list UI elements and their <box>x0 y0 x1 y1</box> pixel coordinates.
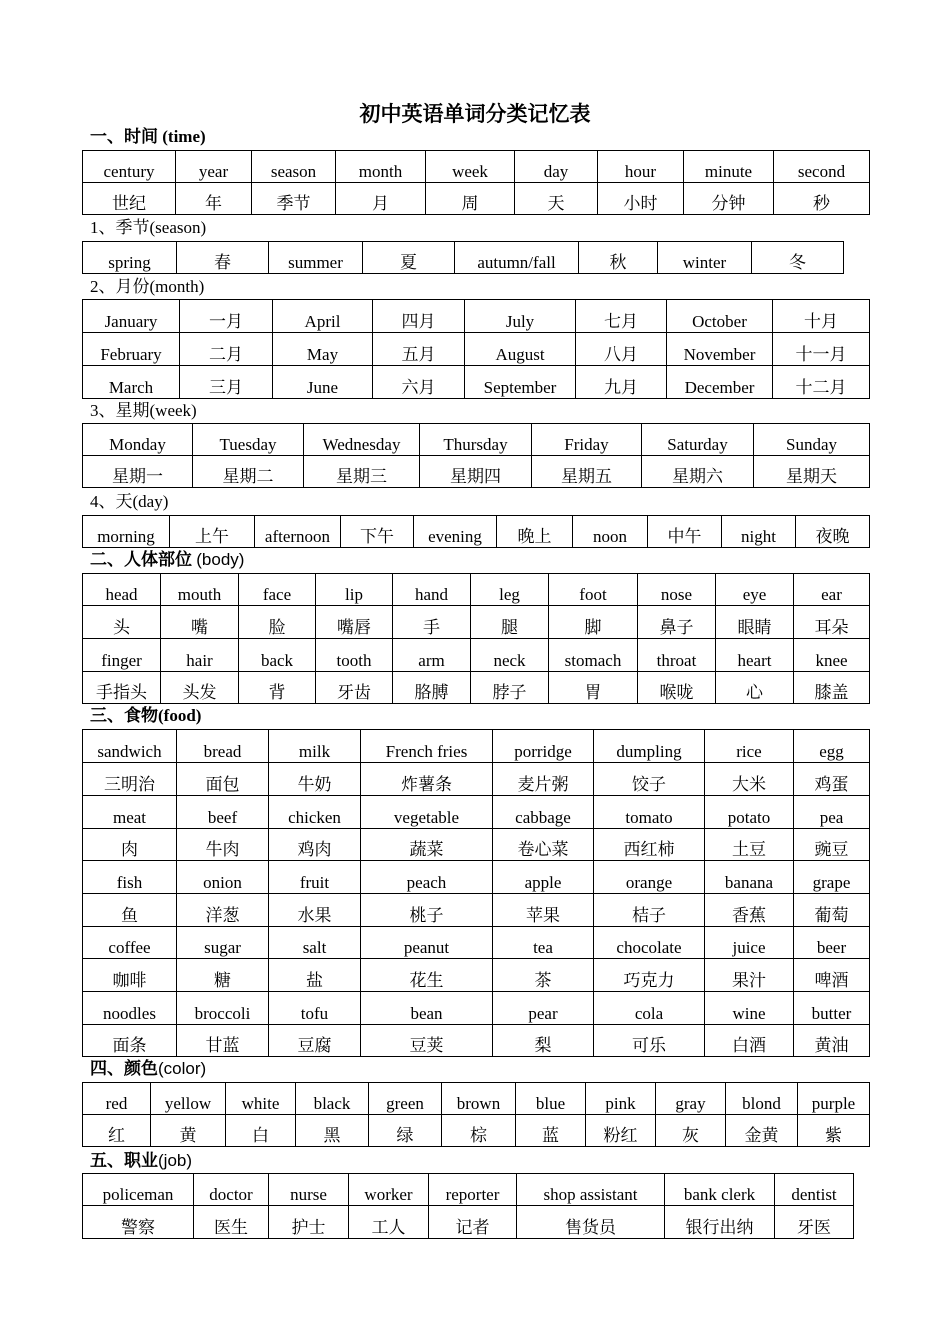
word-cell: 白酒 <box>705 1025 794 1057</box>
table-row <box>83 456 870 488</box>
word-cell: week <box>426 151 515 183</box>
word-cell: year <box>176 151 252 183</box>
word-cell: February <box>83 333 180 366</box>
word-cell: 脖子 <box>471 672 549 704</box>
word-cell: 绿 <box>369 1115 442 1147</box>
word-cell: blue <box>516 1083 586 1115</box>
word-cell: neck <box>471 639 549 672</box>
word-cell: sugar <box>177 927 269 959</box>
word-cell: 月 <box>336 183 426 215</box>
word-cell: milk <box>269 730 361 763</box>
table-row <box>83 424 870 456</box>
word-cell: meat <box>83 796 177 829</box>
table-time <box>82 150 870 215</box>
word-cell: hour <box>598 151 684 183</box>
word-cell: bean <box>361 992 493 1025</box>
word-cell: 十二月 <box>773 366 870 399</box>
table-month <box>82 299 870 399</box>
word-cell: 金黄 <box>726 1115 798 1147</box>
table-row <box>83 574 870 606</box>
word-cell: tomato <box>594 796 705 829</box>
word-cell: 腿 <box>471 606 549 639</box>
word-cell: 土豆 <box>705 829 794 861</box>
word-cell: 饺子 <box>594 763 705 796</box>
table-row <box>83 763 870 796</box>
table-row <box>83 151 870 183</box>
word-cell: April <box>273 300 373 333</box>
word-cell: 黑 <box>296 1115 369 1147</box>
table-row <box>83 606 870 639</box>
word-cell: Thursday <box>420 424 532 456</box>
word-cell: January <box>83 300 180 333</box>
word-cell: 星期五 <box>532 456 642 488</box>
word-cell: 梨 <box>493 1025 594 1057</box>
word-cell: French fries <box>361 730 493 763</box>
word-cell: 花生 <box>361 959 493 992</box>
table-row <box>83 829 870 861</box>
word-cell: 售货员 <box>517 1206 665 1239</box>
word-cell: 嘴 <box>161 606 239 639</box>
word-cell: blond <box>726 1083 798 1115</box>
word-cell: 背 <box>239 672 316 704</box>
word-cell: brown <box>442 1083 516 1115</box>
word-cell: white <box>226 1083 296 1115</box>
word-cell: 三月 <box>180 366 273 399</box>
word-cell: month <box>336 151 426 183</box>
word-cell: 麦片粥 <box>493 763 594 796</box>
word-cell: sandwich <box>83 730 177 763</box>
table-row <box>83 730 870 763</box>
word-cell: 咖啡 <box>83 959 177 992</box>
word-cell: 白 <box>226 1115 296 1147</box>
word-cell: dentist <box>775 1174 854 1206</box>
word-cell: 警察 <box>83 1206 194 1239</box>
word-cell: 豌豆 <box>794 829 870 861</box>
word-cell: 小时 <box>598 183 684 215</box>
section-label-month: 2、月份(month) <box>90 277 205 296</box>
table-row <box>83 672 870 704</box>
word-cell: 黄 <box>151 1115 226 1147</box>
word-cell: 豆腐 <box>269 1025 361 1057</box>
word-cell: 西红柿 <box>594 829 705 861</box>
word-cell: 中午 <box>648 516 722 548</box>
word-cell: throat <box>638 639 716 672</box>
word-cell: 脸 <box>239 606 316 639</box>
word-cell: nurse <box>269 1174 349 1206</box>
table-row <box>83 183 870 215</box>
word-cell: day <box>515 151 598 183</box>
word-cell: grape <box>794 861 870 894</box>
word-cell: onion <box>177 861 269 894</box>
word-cell: 夏 <box>363 242 455 274</box>
word-cell: pea <box>794 796 870 829</box>
word-cell: 工人 <box>349 1206 429 1239</box>
word-cell: 天 <box>515 183 598 215</box>
section-label-day: 4、天(day) <box>90 492 169 511</box>
word-cell: afternoon <box>255 516 341 548</box>
word-cell: 鼻子 <box>638 606 716 639</box>
word-cell: 牛肉 <box>177 829 269 861</box>
word-cell: 九月 <box>576 366 667 399</box>
word-cell: 灰 <box>656 1115 726 1147</box>
table-food <box>82 729 870 1057</box>
section-label-color <box>90 1059 206 1079</box>
word-cell: beer <box>794 927 870 959</box>
word-cell: chocolate <box>594 927 705 959</box>
word-cell: 糖 <box>177 959 269 992</box>
word-cell: 星期二 <box>193 456 304 488</box>
table-row <box>83 1206 854 1239</box>
word-cell: 葡萄 <box>794 894 870 927</box>
word-cell: 一月 <box>180 300 273 333</box>
word-cell: 面包 <box>177 763 269 796</box>
word-cell: 周 <box>426 183 515 215</box>
word-cell: 可乐 <box>594 1025 705 1057</box>
word-cell: broccoli <box>177 992 269 1025</box>
word-cell: banana <box>705 861 794 894</box>
word-cell: knee <box>794 639 870 672</box>
table-row <box>83 516 870 548</box>
table-row <box>83 1025 870 1057</box>
word-cell: March <box>83 366 180 399</box>
word-cell: coffee <box>83 927 177 959</box>
word-cell: 夜晚 <box>796 516 870 548</box>
word-cell: red <box>83 1083 151 1115</box>
word-cell: 冬 <box>752 242 844 274</box>
word-cell: Friday <box>532 424 642 456</box>
word-cell: 胃 <box>549 672 638 704</box>
word-cell: 下午 <box>341 516 414 548</box>
word-cell: 六月 <box>373 366 465 399</box>
section-label-food: 三、食物(food) <box>90 706 202 725</box>
word-cell: winter <box>658 242 752 274</box>
word-cell: autumn/fall <box>455 242 579 274</box>
word-cell: ear <box>794 574 870 606</box>
word-cell: night <box>722 516 796 548</box>
word-cell: 头发 <box>161 672 239 704</box>
word-cell: season <box>252 151 336 183</box>
word-cell: 鸡蛋 <box>794 763 870 796</box>
word-cell: doctor <box>194 1174 269 1206</box>
table-row <box>83 366 870 399</box>
word-cell: June <box>273 366 373 399</box>
word-cell: gray <box>656 1083 726 1115</box>
table-job <box>82 1173 854 1239</box>
word-cell: 喉咙 <box>638 672 716 704</box>
word-cell: 秋 <box>579 242 658 274</box>
table-row <box>83 333 870 366</box>
table-color <box>82 1082 870 1147</box>
word-cell: summer <box>269 242 363 274</box>
word-cell: fruit <box>269 861 361 894</box>
word-cell: policeman <box>83 1174 194 1206</box>
table-row <box>83 300 870 333</box>
word-cell: 上午 <box>170 516 255 548</box>
word-cell: wine <box>705 992 794 1025</box>
word-cell: stomach <box>549 639 638 672</box>
word-cell: tea <box>493 927 594 959</box>
word-cell: 鸡肉 <box>269 829 361 861</box>
table-week <box>82 423 870 488</box>
word-cell: 星期三 <box>304 456 420 488</box>
word-cell: leg <box>471 574 549 606</box>
word-cell: 医生 <box>194 1206 269 1239</box>
word-cell: chicken <box>269 796 361 829</box>
word-cell: July <box>465 300 576 333</box>
word-cell: November <box>667 333 773 366</box>
word-cell: 银行出纳 <box>665 1206 775 1239</box>
word-cell: 分钟 <box>684 183 774 215</box>
word-cell: Saturday <box>642 424 754 456</box>
word-cell: 香蕉 <box>705 894 794 927</box>
word-cell: reporter <box>429 1174 517 1206</box>
word-cell: 牙齿 <box>316 672 393 704</box>
word-cell: 三明治 <box>83 763 177 796</box>
section-label-job <box>90 1151 192 1171</box>
word-cell: 水果 <box>269 894 361 927</box>
word-cell: 苹果 <box>493 894 594 927</box>
table-row <box>83 1174 854 1206</box>
word-cell: 胳膊 <box>393 672 471 704</box>
table-row <box>83 894 870 927</box>
word-cell: foot <box>549 574 638 606</box>
word-cell: 晚上 <box>497 516 573 548</box>
word-cell: egg <box>794 730 870 763</box>
word-cell: 大米 <box>705 763 794 796</box>
word-cell: 牙医 <box>775 1206 854 1239</box>
word-cell: purple <box>798 1083 870 1115</box>
word-cell: 手指头 <box>83 672 161 704</box>
section-label-time: 一、时间 (time) <box>90 127 206 146</box>
word-cell: 二月 <box>180 333 273 366</box>
word-cell: eye <box>716 574 794 606</box>
word-cell: 红 <box>83 1115 151 1147</box>
word-cell: salt <box>269 927 361 959</box>
word-cell: 甘蓝 <box>177 1025 269 1057</box>
word-cell: dumpling <box>594 730 705 763</box>
word-cell: 耳朵 <box>794 606 870 639</box>
word-cell: 牛奶 <box>269 763 361 796</box>
word-cell: 炸薯条 <box>361 763 493 796</box>
section-label-body-sub: (body) <box>196 550 245 569</box>
page-title: 初中英语单词分类记忆表 <box>359 102 591 126</box>
word-cell: 五月 <box>373 333 465 366</box>
word-cell: 桔子 <box>594 894 705 927</box>
word-cell: 春 <box>177 242 269 274</box>
word-cell: August <box>465 333 576 366</box>
word-cell: hair <box>161 639 239 672</box>
word-cell: 星期四 <box>420 456 532 488</box>
word-cell: 桃子 <box>361 894 493 927</box>
word-cell: pear <box>493 992 594 1025</box>
word-cell: 星期一 <box>83 456 193 488</box>
word-cell: 茶 <box>493 959 594 992</box>
word-cell: Tuesday <box>193 424 304 456</box>
word-cell: 鱼 <box>83 894 177 927</box>
word-cell: apple <box>493 861 594 894</box>
section-label-week: 3、星期(week) <box>90 401 197 420</box>
word-cell: 脚 <box>549 606 638 639</box>
table-row <box>83 796 870 829</box>
table-row <box>83 861 870 894</box>
word-cell: back <box>239 639 316 672</box>
word-cell: 手 <box>393 606 471 639</box>
word-cell: potato <box>705 796 794 829</box>
word-cell: 棕 <box>442 1115 516 1147</box>
word-cell: September <box>465 366 576 399</box>
table-row <box>83 1083 870 1115</box>
word-cell: face <box>239 574 316 606</box>
word-cell: 蓝 <box>516 1115 586 1147</box>
word-cell: 膝盖 <box>794 672 870 704</box>
word-cell: cabbage <box>493 796 594 829</box>
word-cell: juice <box>705 927 794 959</box>
word-cell: 年 <box>176 183 252 215</box>
word-cell: 秒 <box>774 183 870 215</box>
word-cell: Monday <box>83 424 193 456</box>
table-row <box>83 242 844 274</box>
table-season <box>82 241 844 274</box>
table-row <box>83 959 870 992</box>
word-cell: Sunday <box>754 424 870 456</box>
word-cell: hand <box>393 574 471 606</box>
word-cell: 护士 <box>269 1206 349 1239</box>
word-cell: 心 <box>716 672 794 704</box>
word-cell: 四月 <box>373 300 465 333</box>
word-cell: fish <box>83 861 177 894</box>
section-label-season: 1、季节(season) <box>90 218 207 237</box>
word-cell: second <box>774 151 870 183</box>
word-cell: peanut <box>361 927 493 959</box>
section-label-color-main: 四、颜色 <box>90 1059 158 1078</box>
word-cell: spring <box>83 242 177 274</box>
word-cell: 卷心菜 <box>493 829 594 861</box>
table-row <box>83 1115 870 1147</box>
word-cell: 巧克力 <box>594 959 705 992</box>
word-cell: vegetable <box>361 796 493 829</box>
word-cell: minute <box>684 151 774 183</box>
word-cell: peach <box>361 861 493 894</box>
word-cell: heart <box>716 639 794 672</box>
word-cell: 盐 <box>269 959 361 992</box>
word-cell: 季节 <box>252 183 336 215</box>
word-cell: bank clerk <box>665 1174 775 1206</box>
word-cell: 星期六 <box>642 456 754 488</box>
word-cell: porridge <box>493 730 594 763</box>
word-cell: 洋葱 <box>177 894 269 927</box>
word-cell: black <box>296 1083 369 1115</box>
word-cell: shop assistant <box>517 1174 665 1206</box>
word-cell: 蔬菜 <box>361 829 493 861</box>
word-cell: pink <box>586 1083 656 1115</box>
word-cell: 豆荚 <box>361 1025 493 1057</box>
word-cell: 啤酒 <box>794 959 870 992</box>
section-label-color-sub: (color) <box>158 1059 207 1078</box>
word-cell: tofu <box>269 992 361 1025</box>
table-day <box>82 515 870 548</box>
word-cell: bread <box>177 730 269 763</box>
word-cell: 肉 <box>83 829 177 861</box>
word-cell: noon <box>573 516 648 548</box>
word-cell: 七月 <box>576 300 667 333</box>
word-cell: arm <box>393 639 471 672</box>
word-cell: lip <box>316 574 393 606</box>
word-cell: evening <box>414 516 497 548</box>
word-cell: head <box>83 574 161 606</box>
word-cell: 八月 <box>576 333 667 366</box>
word-cell: rice <box>705 730 794 763</box>
section-label-job-main: 五、职业 <box>90 1151 158 1170</box>
word-cell: Wednesday <box>304 424 420 456</box>
section-label-body <box>90 550 244 570</box>
section-label-job-sub: (job) <box>158 1151 193 1170</box>
word-cell: mouth <box>161 574 239 606</box>
word-cell: May <box>273 333 373 366</box>
word-cell: 眼睛 <box>716 606 794 639</box>
word-cell: green <box>369 1083 442 1115</box>
word-cell: beef <box>177 796 269 829</box>
table-row <box>83 992 870 1025</box>
word-cell: 粉红 <box>586 1115 656 1147</box>
word-cell: yellow <box>151 1083 226 1115</box>
table-body <box>82 573 870 704</box>
word-cell: December <box>667 366 773 399</box>
word-cell: October <box>667 300 773 333</box>
word-cell: 黄油 <box>794 1025 870 1057</box>
word-cell: orange <box>594 861 705 894</box>
section-label-body-main: 二、人体部位 <box>90 550 192 569</box>
word-cell: 世纪 <box>83 183 176 215</box>
word-cell: finger <box>83 639 161 672</box>
word-cell: cola <box>594 992 705 1025</box>
word-cell: 记者 <box>429 1206 517 1239</box>
word-cell: 星期天 <box>754 456 870 488</box>
word-cell: 十一月 <box>773 333 870 366</box>
word-cell: 头 <box>83 606 161 639</box>
word-cell: morning <box>83 516 170 548</box>
word-cell: 紫 <box>798 1115 870 1147</box>
word-cell: noodles <box>83 992 177 1025</box>
word-cell: 果汁 <box>705 959 794 992</box>
table-row <box>83 927 870 959</box>
word-cell: tooth <box>316 639 393 672</box>
word-cell: century <box>83 151 176 183</box>
word-cell: nose <box>638 574 716 606</box>
word-cell: butter <box>794 992 870 1025</box>
word-cell: 面条 <box>83 1025 177 1057</box>
word-cell: 十月 <box>773 300 870 333</box>
word-cell: worker <box>349 1174 429 1206</box>
word-cell: 嘴唇 <box>316 606 393 639</box>
table-row <box>83 639 870 672</box>
